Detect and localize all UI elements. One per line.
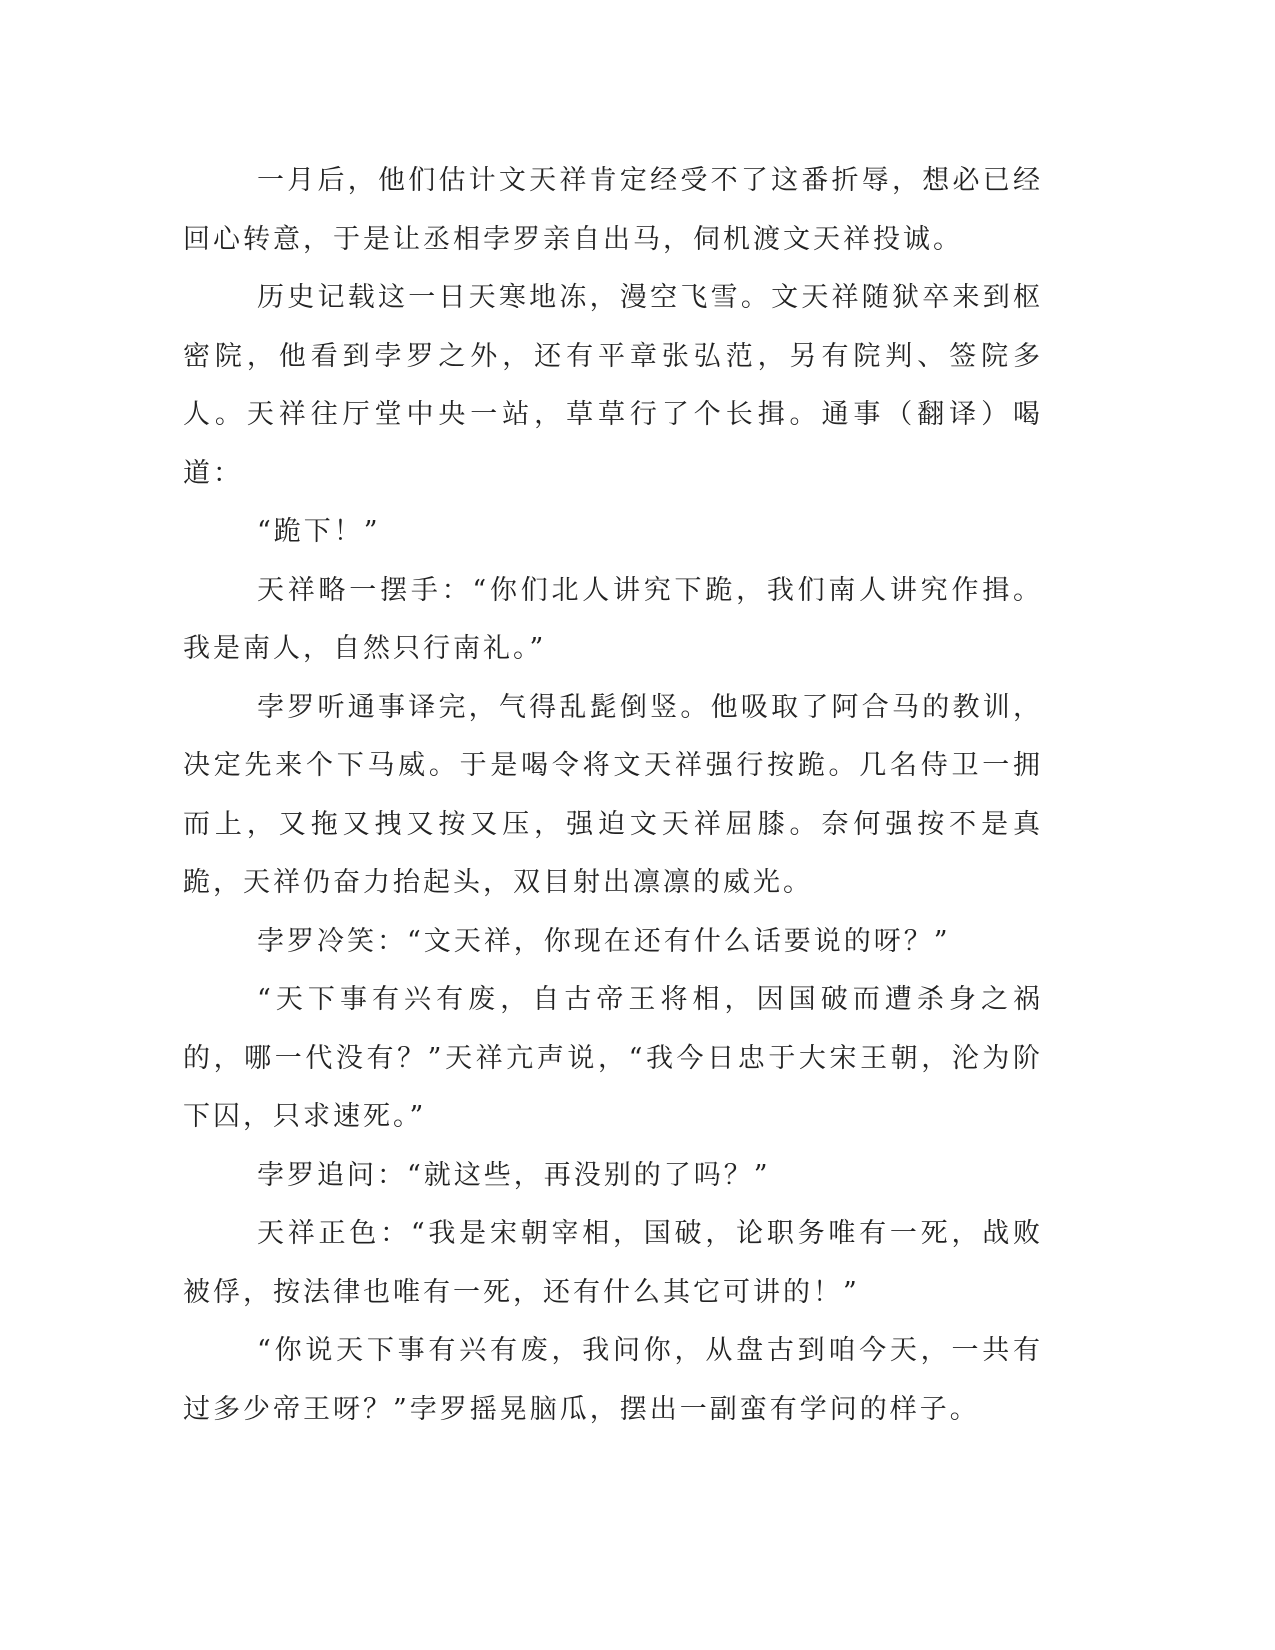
paragraph-4: 天祥略一摆手：“你们北人讲究下跪，我们南人讲究作揖。我是南人，自然只行南礼。”: [183, 574, 1043, 664]
body-text: [183, 152, 1043, 1439]
paragraph-7: “天下事有兴有废，自古帝王将相，因国破而遭杀身之祸的，哪一代没有？”天祥亢声说，“我今日忠于大宋王朝，沦为阶下囚，只求速死。”: [183, 984, 1043, 1132]
paragraph-3: “跪下！”: [257, 516, 381, 547]
paragraph-2: 历史记载这一日天寒地冻，漫空飞雪。文天祥随狱卒来到枢密院，他看到孛罗之外，还有平章张弘范，另有院判、签院多人。天祥往厅堂中央一站，草草行了个长揖。通事（翻译）喝道：: [183, 282, 1043, 489]
paragraph-5: 孛罗听通事译完，气得乱髭倒竖。他吸取了阿合马的教训，决定先来个下马威。于是喝令将文天祥强行按跪。几名侍卫一拥而上，又拖又拽又按又压，强迫文天祥屈膝。奈何强按不是真跪，天祥仍奋力抬起头，双目射出凛凛的威光。: [183, 691, 1043, 898]
paragraph-8: 孛罗追问：“就这些，再没别的了吗？”: [257, 1159, 771, 1191]
paragraph-10: “你说天下事有兴有废，我问你，从盘古到咱今天，一共有过多少帝王呀？”孛罗摇晃脑瓜，摆出一副蛮有学问的样子。: [183, 1335, 1043, 1425]
paragraph-1: 一月后，他们估计文天祥肯定经受不了这番折辱，想必已经回心转意，于是让丞相孛罗亲自出马，伺机渡文天祥投诚。: [183, 165, 1043, 255]
paragraph-9: 天祥正色：“我是宋朝宰相，国破，论职务唯有一死，战败被俘，按法律也唯有一死，还有什么其它可讲的！”: [183, 1218, 1043, 1308]
paragraph-6: 孛罗冷笑：“文天祥，你现在还有什么话要说的呀？”: [257, 925, 951, 957]
